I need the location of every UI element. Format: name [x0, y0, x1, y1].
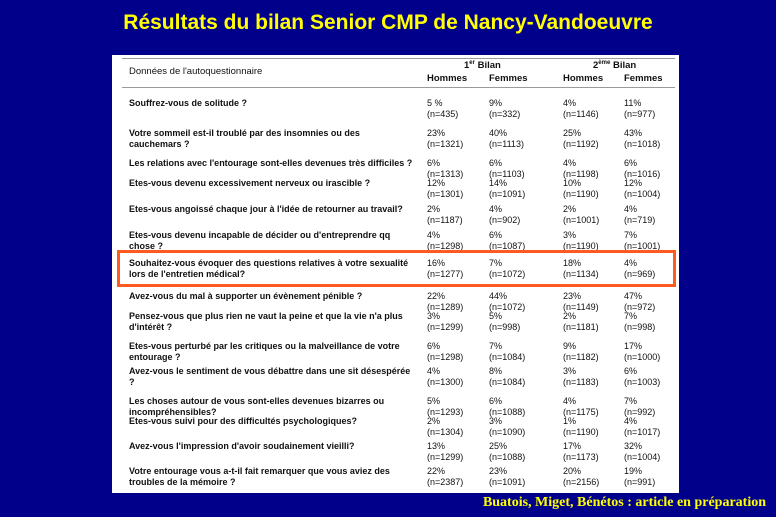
cell-femmes-2: [624, 396, 655, 418]
question-text: Votre entourage vous a-t-il fait remarquer que vous aviez des troubles de la mémoire ?: [129, 466, 390, 487]
cell-percent: 8%: [489, 366, 503, 376]
cell-count: (n=1173): [563, 452, 599, 462]
cell-hommes-1: [427, 98, 458, 120]
cell-count: (n=1277): [427, 269, 464, 279]
cell-hommes-2: [563, 230, 599, 252]
cell-femmes-1: [489, 441, 525, 463]
cell-hommes-1: [427, 230, 463, 252]
cell-percent: 4%: [563, 158, 577, 168]
cell-hommes-1: [427, 128, 463, 150]
cell-percent: 1%: [563, 416, 577, 426]
cell-femmes-1: [489, 128, 524, 150]
cell-percent: 6%: [489, 396, 503, 406]
cell-hommes-2: [563, 178, 599, 200]
cell-hommes-1: [427, 204, 463, 226]
cell-count: (n=2387): [427, 477, 464, 487]
cell-count: (n=1298): [427, 352, 464, 362]
cell-percent: 4%: [563, 98, 577, 108]
question-text: Etes-vous angoissé chaque jour à l'idée de retourner au travail?: [129, 204, 403, 214]
cell-femmes-2: [624, 311, 655, 333]
cell-count: (n=1301): [427, 189, 464, 199]
cell-percent: 2%: [563, 311, 577, 321]
bilan-2-number: 2: [593, 60, 599, 72]
cell-percent: 6%: [489, 230, 503, 240]
cell-count: (n=1001): [624, 241, 661, 251]
cell-hommes-2: [563, 128, 599, 150]
cell-count: (n=1182): [563, 352, 599, 362]
cell-hommes-1: [427, 366, 463, 388]
cell-count: (n=1299): [427, 322, 464, 332]
cell-count: (n=1146): [563, 109, 599, 119]
cell-count: (n=1087): [489, 241, 526, 251]
cell-percent: 2%: [427, 204, 441, 214]
question-text: Votre sommeil est-il troublé par des insomnies ou des cauchemars ?: [129, 128, 360, 149]
cell-count: (n=992): [624, 407, 656, 417]
question-text: Avez-vous l'impression d'avoir soudainement vieilli?: [129, 441, 355, 451]
cell-hommes-1: [427, 341, 463, 363]
cell-count: (n=969): [624, 269, 656, 279]
cell-percent: 22%: [427, 466, 446, 476]
cell-hommes-2: [563, 366, 599, 388]
question-text: Etes-vous suivi pour des difficultés psychologiques?: [129, 416, 358, 426]
cell-percent: 3%: [563, 366, 577, 376]
cell-femmes-1: [489, 466, 525, 488]
question-text: Les relations avec l'entourage sont-elles devenues très difficiles ?: [129, 158, 413, 168]
cell-hommes-2: [563, 441, 599, 463]
table-row: [112, 128, 679, 158]
cell-percent: 4%: [427, 366, 441, 376]
cell-femmes-1: [489, 366, 525, 388]
cell-count: (n=998): [624, 322, 656, 332]
cell-percent: 12%: [624, 178, 643, 188]
cell-count: (n=1298): [427, 241, 464, 251]
cell-count: (n=1134): [563, 269, 599, 279]
cell-femmes-1: [489, 230, 525, 252]
cell-count: (n=977): [624, 109, 656, 119]
cell-percent: 7%: [489, 258, 503, 268]
bilan-2-label: Bilan: [612, 60, 637, 72]
highlight-box: [117, 250, 676, 287]
cell-hommes-1: [427, 441, 463, 463]
cell-count: (n=1190): [563, 189, 599, 199]
table-top-rule: [122, 58, 675, 59]
cell-percent: 5%: [427, 396, 441, 406]
bilan-2-suffix: ème: [598, 60, 611, 66]
cell-count: (n=1000): [624, 352, 661, 362]
question-text: Avez-vous le sentiment de vous débattre dans une sit désespérée ?: [129, 366, 411, 387]
cell-count: (n=1001): [563, 215, 600, 225]
cell-femmes-2: [624, 341, 660, 363]
cell-hommes-2: [563, 204, 599, 226]
slide-title: Résultats du bilan Senior CMP de Nancy-Vandoeuvre: [123, 11, 653, 34]
cell-hommes-2: [563, 416, 599, 438]
cell-count: (n=1090): [489, 427, 526, 437]
cell-percent: 6%: [427, 158, 441, 168]
cell-hommes-2: [563, 98, 599, 120]
cell-femmes-1: [489, 158, 525, 180]
cell-hommes-2: [563, 158, 599, 180]
cell-count: (n=1084): [489, 377, 526, 387]
cell-percent: 2%: [427, 416, 441, 426]
cell-count: (n=1190): [563, 427, 599, 437]
bilan-1-header: [464, 60, 501, 71]
cell-count: (n=2156): [563, 477, 600, 487]
cell-percent: 9%: [489, 98, 503, 108]
cell-percent: 25%: [489, 441, 508, 451]
col-hommes-2: Hommes: [563, 73, 604, 84]
cell-count: (n=1175): [563, 407, 599, 417]
col-hommes-1: Hommes: [427, 73, 468, 84]
col-femmes-1: Femmes: [489, 73, 528, 84]
cell-count: (n=1016): [624, 169, 661, 179]
cell-percent: 5 %: [427, 98, 443, 108]
cell-femmes-2: [624, 230, 660, 252]
cell-percent: 7%: [624, 396, 638, 406]
cell-count: (n=1183): [563, 377, 599, 387]
cell-percent: 19%: [624, 466, 643, 476]
cell-percent: 44%: [489, 291, 508, 301]
cell-femmes-2: [624, 416, 660, 438]
cell-count: (n=1113): [489, 139, 524, 149]
cell-femmes-2: [624, 128, 660, 150]
cell-percent: 16%: [427, 258, 446, 268]
cell-count: (n=1088): [489, 407, 526, 417]
cell-count: (n=998): [489, 322, 521, 332]
cell-count: (n=1072): [489, 302, 526, 312]
cell-percent: 14%: [489, 178, 508, 188]
cell-count: (n=1018): [624, 139, 661, 149]
cell-percent: 7%: [624, 230, 638, 240]
cell-percent: 5%: [489, 311, 503, 321]
cell-percent: 3%: [489, 416, 503, 426]
table-header-rule: [122, 87, 675, 88]
question-text: Etes-vous devenu excessivement nerveux ou irascible ?: [129, 178, 371, 188]
cell-femmes-1: [489, 311, 520, 333]
cell-femmes-2: [624, 98, 655, 120]
cell-percent: 32%: [624, 441, 643, 451]
cell-percent: 6%: [427, 341, 441, 351]
cell-count: (n=1004): [624, 189, 661, 199]
cell-percent: 23%: [489, 466, 508, 476]
cell-count: (n=902): [489, 215, 521, 225]
cell-femmes-1: [489, 178, 525, 200]
cell-percent: 6%: [624, 158, 638, 168]
cell-percent: 20%: [563, 466, 582, 476]
cell-percent: 22%: [427, 291, 446, 301]
cell-count: (n=1091): [489, 477, 526, 487]
cell-count: (n=1321): [427, 139, 464, 149]
cell-hommes-2: [563, 396, 599, 418]
table-header-label: Données de l'autoquestionnaire: [129, 66, 263, 77]
cell-count: (n=1299): [427, 452, 464, 462]
question-text: Etes-vous devenu incapable de décider ou d'entreprendre qq chose ?: [129, 230, 391, 251]
cell-count: (n=1293): [427, 407, 464, 417]
cell-count: (n=1181): [563, 322, 599, 332]
cell-hommes-2: [563, 466, 599, 488]
cell-percent: 4%: [489, 204, 503, 214]
cell-count: (n=1304): [427, 427, 464, 437]
cell-count: (n=435): [427, 109, 459, 119]
cell-percent: 10%: [563, 178, 582, 188]
cell-hommes-2: [563, 341, 599, 363]
cell-femmes-2: [624, 291, 655, 313]
cell-count: (n=1149): [563, 302, 599, 312]
cell-percent: 13%: [427, 441, 446, 451]
question-text: Etes-vous perturbé par les critiques ou la malveillance de votre entourage ?: [129, 341, 400, 362]
cell-femmes-1: [489, 98, 520, 120]
table-row: [112, 98, 679, 128]
col-femmes-2: Femmes: [624, 73, 663, 84]
cell-percent: 4%: [624, 258, 638, 268]
bilan-1-label: Bilan: [477, 60, 501, 72]
cell-percent: 23%: [427, 128, 446, 138]
cell-percent: 4%: [427, 230, 441, 240]
bilan-1-number: 1: [464, 60, 470, 72]
cell-hommes-1: [427, 311, 463, 333]
cell-hommes-2: [563, 291, 599, 313]
cell-count: (n=1300): [427, 377, 464, 387]
table-row: [112, 466, 679, 496]
cell-hommes-1: [427, 178, 463, 200]
cell-femmes-2: [624, 441, 660, 463]
question-text: Pensez-vous que plus rien ne vaut la peine et que la vie n'a plus d'intérêt ?: [129, 311, 403, 332]
cell-percent: 17%: [563, 441, 582, 451]
cell-count: (n=719): [624, 215, 656, 225]
cell-count: (n=1289): [427, 302, 464, 312]
cell-hommes-1: [427, 291, 463, 313]
question-text: Avez-vous du mal à supporter un évènement pénible ?: [129, 291, 363, 301]
cell-hommes-2: [563, 311, 599, 333]
cell-count: (n=1072): [489, 269, 526, 279]
cell-hommes-1: [427, 158, 463, 180]
cell-count: (n=991): [624, 477, 656, 487]
cell-percent: 17%: [624, 341, 643, 351]
cell-percent: 23%: [563, 291, 582, 301]
cell-percent: 3%: [427, 311, 441, 321]
cell-percent: 11%: [624, 98, 642, 108]
cell-percent: 6%: [624, 366, 638, 376]
cell-count: (n=1187): [427, 215, 463, 225]
cell-count: (n=1088): [489, 452, 526, 462]
cell-percent: 12%: [427, 178, 446, 188]
cell-count: (n=332): [489, 109, 521, 119]
cell-femmes-2: [624, 204, 655, 226]
cell-femmes-1: [489, 341, 525, 363]
cell-count: (n=1091): [489, 189, 526, 199]
citation: Buatois, Miget, Bénétos : article en préparation: [482, 495, 766, 510]
cell-percent: 25%: [563, 128, 582, 138]
cell-count: (n=1004): [624, 452, 661, 462]
cell-hommes-1: [427, 416, 463, 438]
cell-count: (n=972): [624, 302, 656, 312]
cell-count: (n=1198): [563, 169, 599, 179]
cell-percent: 4%: [563, 396, 577, 406]
cell-percent: 7%: [489, 341, 503, 351]
cell-percent: 3%: [563, 230, 577, 240]
cell-femmes-1: [489, 291, 525, 313]
question-text: Souhaitez-vous évoquer des questions relatives à votre sexualité lors de l'entretien médical?: [129, 258, 409, 279]
cell-count: (n=1192): [563, 139, 599, 149]
cell-percent: 9%: [563, 341, 577, 351]
cell-percent: 7%: [624, 311, 638, 321]
cell-femmes-2: [624, 178, 660, 200]
question-text: Les choses autour de vous sont-elles devenues bizarres ou incompréhensibles?: [129, 396, 385, 417]
cell-count: (n=1084): [489, 352, 526, 362]
cell-femmes-2: [624, 466, 655, 488]
cell-percent: 4%: [624, 204, 638, 214]
cell-percent: 6%: [489, 158, 503, 168]
cell-femmes-1: [489, 416, 525, 438]
cell-percent: 47%: [624, 291, 643, 301]
cell-count: (n=1017): [624, 427, 661, 437]
cell-percent: 4%: [624, 416, 638, 426]
cell-count: (n=1103): [489, 169, 525, 179]
cell-percent: 18%: [563, 258, 582, 268]
cell-femmes-2: [624, 366, 660, 388]
cell-percent: 40%: [489, 128, 508, 138]
cell-percent: 2%: [563, 204, 577, 214]
cell-hommes-1: [427, 466, 463, 488]
cell-femmes-2: [624, 158, 660, 180]
table-row: [112, 366, 679, 396]
bilan-2-header: [593, 60, 636, 71]
cell-hommes-1: [427, 396, 463, 418]
cell-count: (n=1003): [624, 377, 661, 387]
question-text: Souffrez-vous de solitude ?: [129, 98, 248, 108]
bilan-1-suffix: er: [469, 60, 475, 66]
cell-femmes-1: [489, 204, 520, 226]
cell-percent: 43%: [624, 128, 643, 138]
cell-femmes-1: [489, 396, 525, 418]
cell-count: (n=1190): [563, 241, 599, 251]
table-row: [112, 311, 679, 341]
cell-count: (n=1313): [427, 169, 464, 179]
